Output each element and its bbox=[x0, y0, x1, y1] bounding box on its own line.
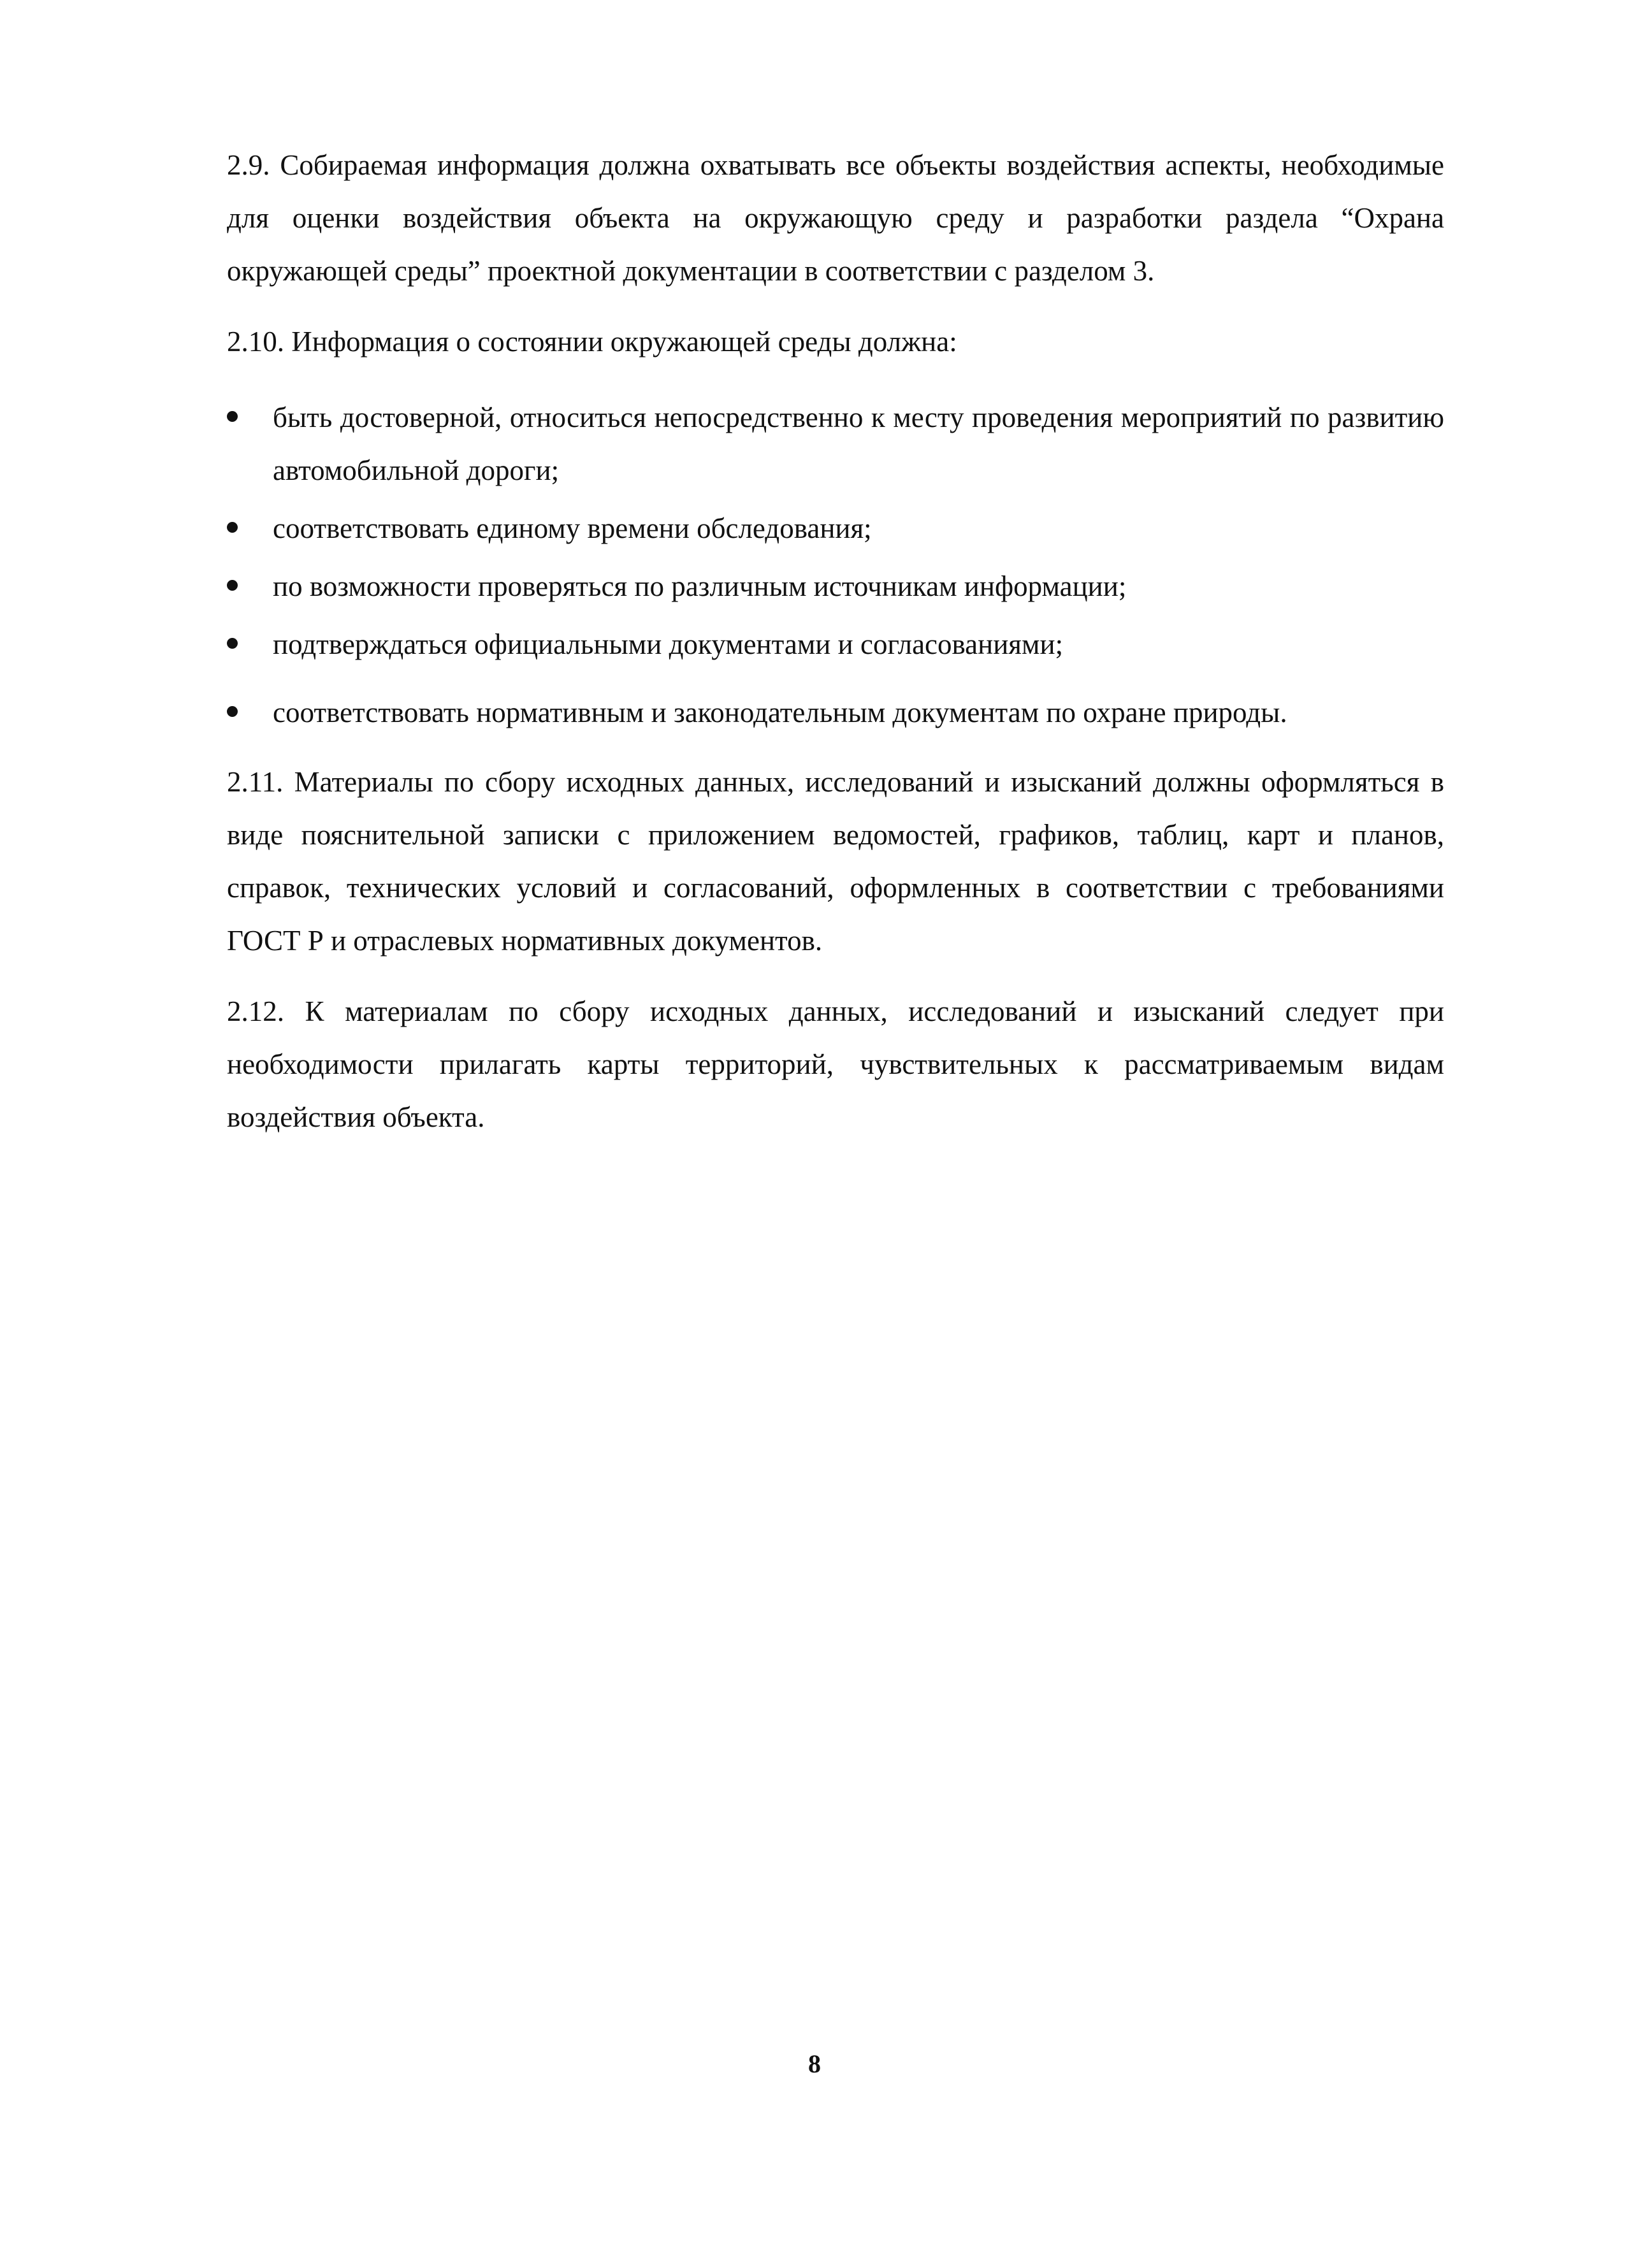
bullet-icon bbox=[227, 580, 238, 591]
paragraph-2-10: 2.10. Информация о состоянии окружающей среды должна: bbox=[227, 326, 957, 358]
paragraph-2-11: 2.11. Материалы по сбору исходных данных, исследований и изысканий должны оформляться в виде пояснительной записки с приложением ведомостей, графиков, таблиц, карт и планов, справок, технических условий и согласований, оформленных в соответствии с требованиями ГОСТ Р и отраслевых нормативных документов. bbox=[227, 766, 1444, 957]
paragraph-2-9: 2.9. Собираемая информация должна охватывать все объекты воздействия аспекты, необходимые для оценки воздействия объекта на окружающую среду и разработки раздела “Охрана окружающей среды” проектной документации в соответствии с разделом 3. bbox=[227, 149, 1444, 287]
requirements-list bbox=[227, 391, 1444, 739]
page-number: 8 bbox=[808, 2049, 821, 2078]
bullet-icon bbox=[227, 638, 238, 649]
list-item bbox=[227, 502, 1444, 555]
document-body bbox=[227, 139, 1444, 1162]
list-item bbox=[227, 618, 1444, 671]
list-item-text: по возможности проверяться по различным источникам информации; bbox=[273, 570, 1127, 602]
list-item-text: соответствовать нормативным и законодательным документам по охране природы. bbox=[273, 697, 1287, 728]
list-item-text: подтверждаться официальными документами и согласованиями; bbox=[273, 628, 1064, 660]
list-item bbox=[227, 391, 1444, 497]
bullet-icon bbox=[227, 522, 238, 533]
list-item bbox=[227, 560, 1444, 613]
paragraph-2-12: 2.12. К материалам по сбору исходных данных, исследований и изысканий следует при необходимости прилагать карты территорий, чувствительных к рассматриваемым видам воздействия объекта. bbox=[227, 995, 1444, 1133]
list-item bbox=[227, 686, 1444, 739]
bullet-icon bbox=[227, 411, 238, 422]
bullet-icon bbox=[227, 706, 238, 717]
list-item-text: соответствовать единому времени обследования; bbox=[273, 512, 872, 544]
list-item-text: быть достоверной, относиться непосредственно к месту проведения мероприятий по развитию автомобильной дороги; bbox=[273, 401, 1444, 486]
